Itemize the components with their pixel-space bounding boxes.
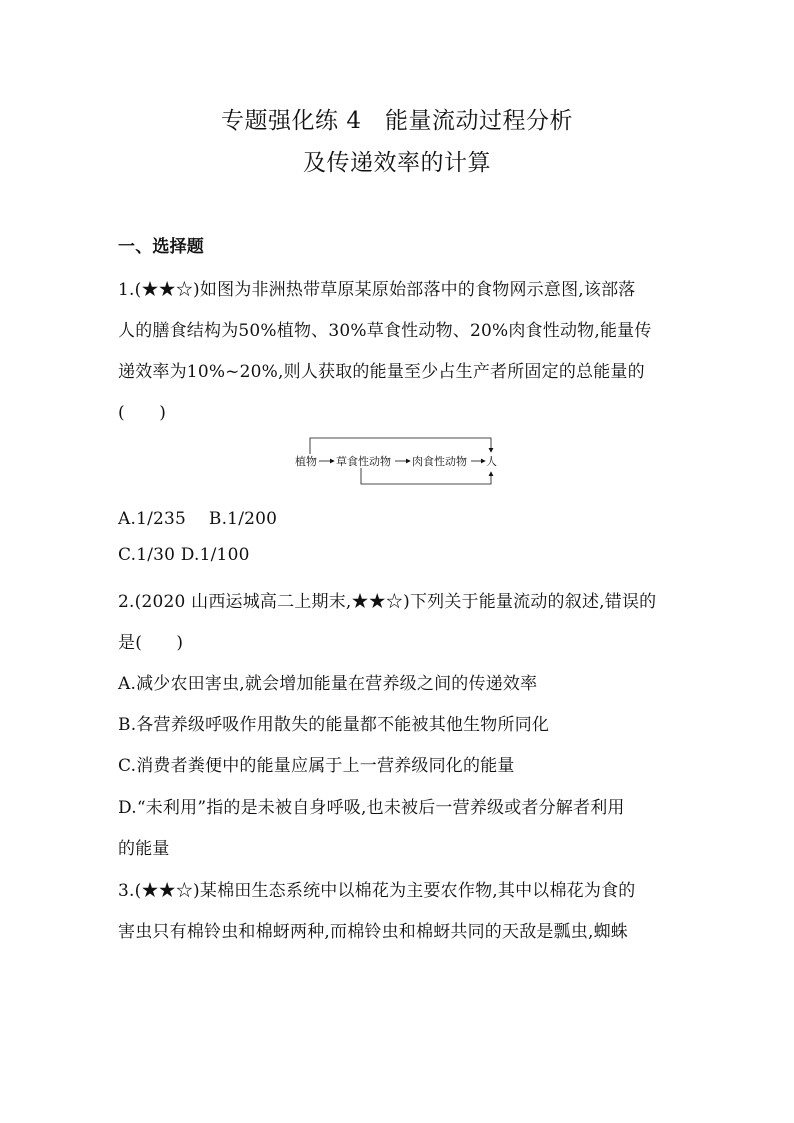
- node-human: 人: [486, 455, 497, 468]
- food-web-diagram: [290, 432, 510, 490]
- q2-option-a: A.减少农田害虫,就会增加能量在营养级之间的传递效率: [118, 674, 538, 694]
- page-title-line2: 及传递效率的计算: [303, 150, 491, 176]
- page-title-line1: 专题强化练 4 能量流动过程分析: [221, 108, 573, 134]
- section-heading: 一、选择题: [118, 237, 204, 257]
- arrow-plant-to-human: [310, 438, 491, 454]
- node-herbivore: 草食性动物: [336, 455, 391, 468]
- q2-text-line2: 是( ): [118, 633, 184, 653]
- node-plant: 植物: [295, 455, 317, 468]
- q1-text-line3: 递效率为10%~20%,则人获取的能量至少占生产者所固定的总能量的: [118, 362, 645, 382]
- q2-option-c: C.消费者粪便中的能量应属于上一营养级同化的能量: [118, 756, 515, 776]
- q1-answer-blank: ( ): [118, 403, 167, 423]
- q1-options-line1: A.1/235 B.1/200: [118, 509, 278, 529]
- q3-text-line2: 害虫只有棉铃虫和棉蚜两种,而棉铃虫和棉蚜共同的天敌是瓢虫,蜘蛛: [118, 922, 629, 942]
- q2-option-d-line2: 的能量: [118, 839, 170, 859]
- q1-text-line2: 人的膳食结构为50%植物、30%草食性动物、20%肉食性动物,能量传: [118, 321, 652, 341]
- q1-options-line2: C.1/30 D.1/100: [118, 545, 250, 565]
- q2-option-d-line1: D.“未利用”指的是未被自身呼吸,也未被后一营养级或者分解者利用: [118, 798, 625, 818]
- node-carnivore: 肉食性动物: [412, 455, 467, 468]
- q1-text-line1: 1.(★★☆)如图为非洲热带草原某原始部落中的食物网示意图,该部落: [118, 280, 636, 300]
- arrow-herbivore-to-human: [361, 468, 491, 484]
- q2-option-b: B.各营养级呼吸作用散失的能量都不能被其他生物所同化: [118, 715, 550, 735]
- q3-text-line1: 3.(★★☆)某棉田生态系统中以棉花为主要农作物,其中以棉花为食的: [118, 881, 636, 901]
- q2-text-line1: 2.(2020 山西运城高二上期末,★★☆)下列关于能量流动的叙述,错误的: [118, 592, 657, 612]
